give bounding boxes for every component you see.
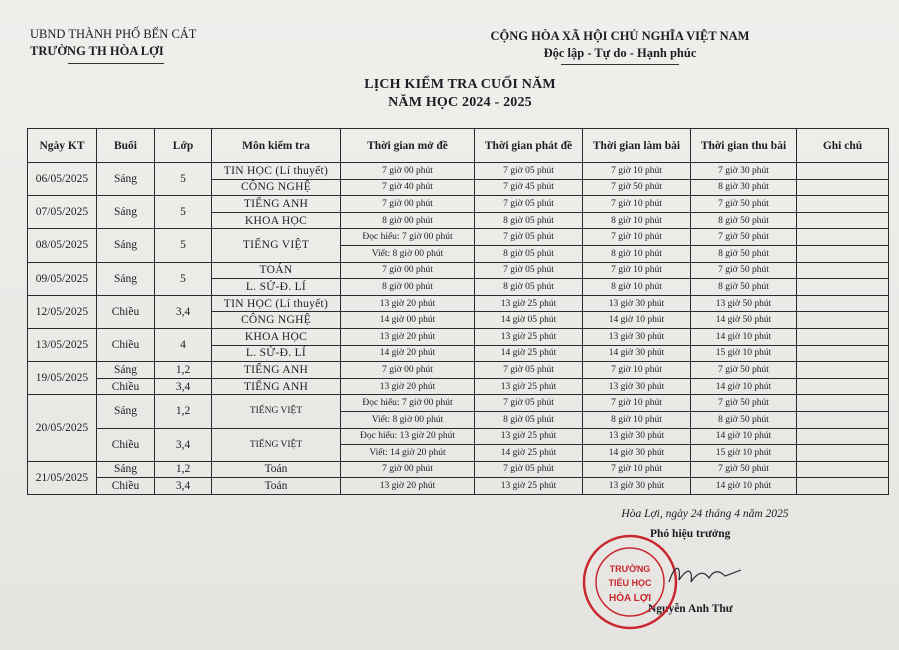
header-right [470,28,770,65]
cell-notes [797,312,889,329]
cell-subject: CÔNG NGHỆ [212,312,341,329]
motto-underline [561,64,679,65]
cell-collect-time: 8 giờ 30 phút [691,179,797,196]
cell-notes [797,395,889,412]
cell-collect-time: 7 giờ 50 phút [691,461,797,478]
cell-collect-time: 15 giờ 10 phút [691,445,797,462]
stamp-text-1: TRƯỜNG [609,564,651,574]
cell-start-time: 7 giờ 10 phút [583,229,691,246]
cell-subject: TIẾNG ANH [212,378,341,395]
cell-hand-out-time: 8 giờ 05 phút [475,245,583,262]
cell-grade: 3,4 [155,478,212,495]
col-header-open-time: Thời gian mở đề [341,129,475,163]
signer-role: Phó hiệu trưởng [650,528,731,540]
cell-hand-out-time: 7 giờ 05 phút [475,196,583,213]
cell-collect-time: 8 giờ 50 phút [691,279,797,296]
table-row [28,328,889,345]
header-left [30,26,196,60]
cell-collect-time: 7 giờ 50 phút [691,229,797,246]
title-line-2: NĂM HỌC 2024 - 2025 [388,95,532,110]
stamp-text-3: HÒA LỢI [608,593,652,604]
cell-notes [797,179,889,196]
cell-session: Sáng [97,262,155,295]
cell-open-time: 13 giờ 20 phút [341,378,475,395]
col-header-collect-time: Thời gian thu bài [691,129,797,163]
cell-grade: 1,2 [155,395,212,428]
cell-start-time: 7 giờ 10 phút [583,461,691,478]
cell-start-time: 13 giờ 30 phút [583,295,691,312]
table-row [28,395,889,412]
cell-hand-out-time: 7 giờ 05 phút [475,262,583,279]
cell-session: Sáng [97,362,155,379]
table-header-row [28,129,889,163]
cell-collect-time: 8 giờ 50 phút [691,411,797,428]
table-row [28,362,889,379]
cell-open-time: Đọc hiểu: 7 giờ 00 phút [341,395,475,412]
cell-subject: TIẾNG VIỆT [212,229,341,262]
document-title [300,76,620,112]
cell-session: Chiều [97,478,155,495]
agency-name: UBND THÀNH PHỐ BẾN CÁT [30,27,197,41]
cell-open-time: 14 giờ 00 phút [341,312,475,329]
cell-hand-out-time: 13 giờ 25 phút [475,295,583,312]
cell-session: Chiều [97,328,155,361]
cell-notes [797,229,889,246]
cell-date: 09/05/2025 [28,262,97,295]
cell-hand-out-time: 7 giờ 05 phút [475,163,583,180]
cell-hand-out-time: 7 giờ 05 phút [475,229,583,246]
cell-collect-time: 15 giờ 10 phút [691,345,797,362]
cell-open-time: 7 giờ 40 phút [341,179,475,196]
cell-subject: TIẾNG ANH [212,196,341,213]
col-header-session: Buổi [97,129,155,163]
cell-grade: 5 [155,262,212,295]
cell-hand-out-time: 13 giờ 25 phút [475,428,583,445]
cell-collect-time: 14 giờ 50 phút [691,312,797,329]
cell-start-time: 7 giờ 50 phút [583,179,691,196]
cell-hand-out-time: 7 giờ 05 phút [475,395,583,412]
cell-open-time: Đọc hiểu: 13 giờ 20 phút [341,428,475,445]
cell-date: 06/05/2025 [28,163,97,196]
cell-subject: Toán [212,461,341,478]
col-header-date: Ngày KT [28,129,97,163]
cell-collect-time: 8 giờ 50 phút [691,245,797,262]
cell-start-time: 14 giờ 10 phút [583,312,691,329]
cell-start-time: 7 giờ 10 phút [583,163,691,180]
cell-notes [797,163,889,180]
cell-grade: 3,4 [155,295,212,328]
cell-collect-time: 14 giờ 10 phút [691,478,797,495]
cell-collect-time: 7 giờ 50 phút [691,196,797,213]
cell-subject: TIN HỌC (Lí thuyết) [212,163,341,180]
cell-notes [797,478,889,495]
cell-session: Sáng [97,395,155,428]
national-title: CỘNG HÒA XÃ HỘI CHỦ NGHĨA VIỆT NAM [490,29,750,43]
cell-hand-out-time: 13 giờ 25 phút [475,378,583,395]
cell-date: 19/05/2025 [28,362,97,395]
cell-open-time: 7 giờ 00 phút [341,196,475,213]
table-row [28,229,889,246]
cell-open-time: 13 giờ 20 phút [341,478,475,495]
cell-collect-time: 7 giờ 30 phút [691,163,797,180]
cell-collect-time: 14 giờ 10 phút [691,328,797,345]
cell-notes [797,212,889,229]
col-header-grade: Lớp [155,129,212,163]
cell-start-time: 8 giờ 10 phút [583,411,691,428]
table-row [28,461,889,478]
cell-subject: KHOA HỌC [212,212,341,229]
signature-stroke [669,568,741,582]
cell-grade: 3,4 [155,378,212,395]
table-row [28,196,889,213]
cell-hand-out-time: 14 giờ 05 phút [475,312,583,329]
cell-grade: 5 [155,163,212,196]
cell-notes [797,245,889,262]
signer-name: Nguyễn Anh Thư [648,603,733,615]
cell-notes [797,461,889,478]
cell-notes [797,328,889,345]
cell-date: 08/05/2025 [28,229,97,262]
school-name: TRƯỜNG TH HÒA LỢI [30,44,164,58]
cell-grade: 5 [155,196,212,229]
cell-notes [797,445,889,462]
cell-subject: CÔNG NGHỆ [212,179,341,196]
cell-session: Sáng [97,461,155,478]
cell-start-time: 13 giờ 30 phút [583,428,691,445]
cell-collect-time: 13 giờ 50 phút [691,295,797,312]
cell-grade: 1,2 [155,362,212,379]
cell-hand-out-time: 13 giờ 25 phút [475,478,583,495]
cell-collect-time: 14 giờ 10 phút [691,428,797,445]
cell-hand-out-time: 14 giờ 25 phút [475,445,583,462]
cell-date: 07/05/2025 [28,196,97,229]
cell-date: 13/05/2025 [28,328,97,361]
national-motto: Độc lập - Tự do - Hạnh phúc [543,46,697,60]
cell-start-time: 13 giờ 30 phút [583,478,691,495]
cell-start-time: 7 giờ 10 phút [583,196,691,213]
cell-subject: TOÁN [212,262,341,279]
cell-start-time: 8 giờ 10 phút [583,212,691,229]
cell-open-time: Đọc hiểu: 7 giờ 00 phút [341,229,475,246]
col-header-start-time: Thời gian làm bài [583,129,691,163]
handwritten-signature [665,560,745,590]
cell-collect-time: 7 giờ 50 phút [691,262,797,279]
cell-session: Sáng [97,163,155,196]
cell-session: Chiều [97,295,155,328]
cell-subject: TIẾNG ANH [212,362,341,379]
cell-hand-out-time: 8 giờ 05 phút [475,212,583,229]
cell-notes [797,279,889,296]
cell-hand-out-time: 8 giờ 05 phút [475,411,583,428]
cell-collect-time: 8 giờ 50 phút [691,212,797,229]
cell-subject: TIẾNG VIỆT [212,428,341,461]
cell-date: 12/05/2025 [28,295,97,328]
cell-open-time: 14 giờ 20 phút [341,345,475,362]
schedule-table [27,128,889,495]
cell-subject: TIẾNG VIỆT [212,395,341,428]
cell-subject: KHOA HỌC [212,328,341,345]
cell-hand-out-time: 13 giờ 25 phút [475,328,583,345]
cell-session: Sáng [97,229,155,262]
cell-open-time: 8 giờ 00 phút [341,212,475,229]
cell-start-time: 7 giờ 10 phút [583,362,691,379]
cell-open-time: Viết: 8 giờ 00 phút [341,245,475,262]
table-row [28,163,889,180]
col-header-notes: Ghi chú [797,129,889,163]
cell-open-time: Viết: 14 giờ 20 phút [341,445,475,462]
cell-start-time: 14 giờ 30 phút [583,445,691,462]
cell-grade: 1,2 [155,461,212,478]
cell-open-time: 7 giờ 00 phút [341,163,475,180]
cell-open-time: 8 giờ 00 phút [341,279,475,296]
cell-subject: L. SỬ-Đ. LÍ [212,345,341,362]
cell-collect-time: 14 giờ 10 phút [691,378,797,395]
cell-open-time: 7 giờ 00 phút [341,461,475,478]
cell-subject: Toán [212,478,341,495]
cell-grade: 4 [155,328,212,361]
cell-notes [797,411,889,428]
cell-notes [797,362,889,379]
title-line-1: LỊCH KIỂM TRA CUỐI NĂM [364,77,556,92]
cell-open-time: 13 giờ 20 phút [341,295,475,312]
cell-start-time: 8 giờ 10 phút [583,279,691,296]
cell-start-time: 13 giờ 30 phút [583,378,691,395]
cell-date: 21/05/2025 [28,461,97,494]
cell-session: Chiều [97,428,155,461]
cell-hand-out-time: 7 giờ 45 phút [475,179,583,196]
cell-hand-out-time: 14 giờ 25 phút [475,345,583,362]
cell-open-time: Viết: 8 giờ 00 phút [341,411,475,428]
col-header-subject: Môn kiểm tra [212,129,341,163]
cell-collect-time: 7 giờ 50 phút [691,395,797,412]
cell-collect-time: 7 giờ 50 phút [691,362,797,379]
table-row [28,378,889,395]
cell-start-time: 7 giờ 10 phút [583,262,691,279]
cell-notes [797,295,889,312]
cell-session: Sáng [97,196,155,229]
school-underline [68,63,164,64]
cell-notes [797,262,889,279]
cell-open-time: 7 giờ 00 phút [341,362,475,379]
cell-open-time: 7 giờ 00 phút [341,262,475,279]
stamp-text-2: TIỂU HỌC [608,578,652,588]
cell-open-time: 13 giờ 20 phút [341,328,475,345]
cell-date: 20/05/2025 [28,395,97,461]
cell-subject: L. SỬ-Đ. LÍ [212,279,341,296]
cell-start-time: 13 giờ 30 phút [583,328,691,345]
cell-notes [797,196,889,213]
cell-notes [797,345,889,362]
cell-hand-out-time: 8 giờ 05 phút [475,279,583,296]
table-row [28,295,889,312]
cell-notes [797,428,889,445]
cell-session: Chiều [97,378,155,395]
cell-start-time: 8 giờ 10 phút [583,245,691,262]
table-row [28,478,889,495]
cell-notes [797,378,889,395]
cell-subject: TIN HỌC (Lí thuyết) [212,295,341,312]
cell-hand-out-time: 7 giờ 05 phút [475,461,583,478]
cell-start-time: 7 giờ 10 phút [583,395,691,412]
cell-start-time: 14 giờ 30 phút [583,345,691,362]
place-date: Hòa Lợi, ngày 24 tháng 4 năm 2025 [621,508,789,520]
table-row [28,262,889,279]
cell-grade: 5 [155,229,212,262]
cell-grade: 3,4 [155,428,212,461]
col-header-hand-out-time: Thời gian phát đề [475,129,583,163]
cell-hand-out-time: 7 giờ 05 phút [475,362,583,379]
table-row [28,428,889,445]
